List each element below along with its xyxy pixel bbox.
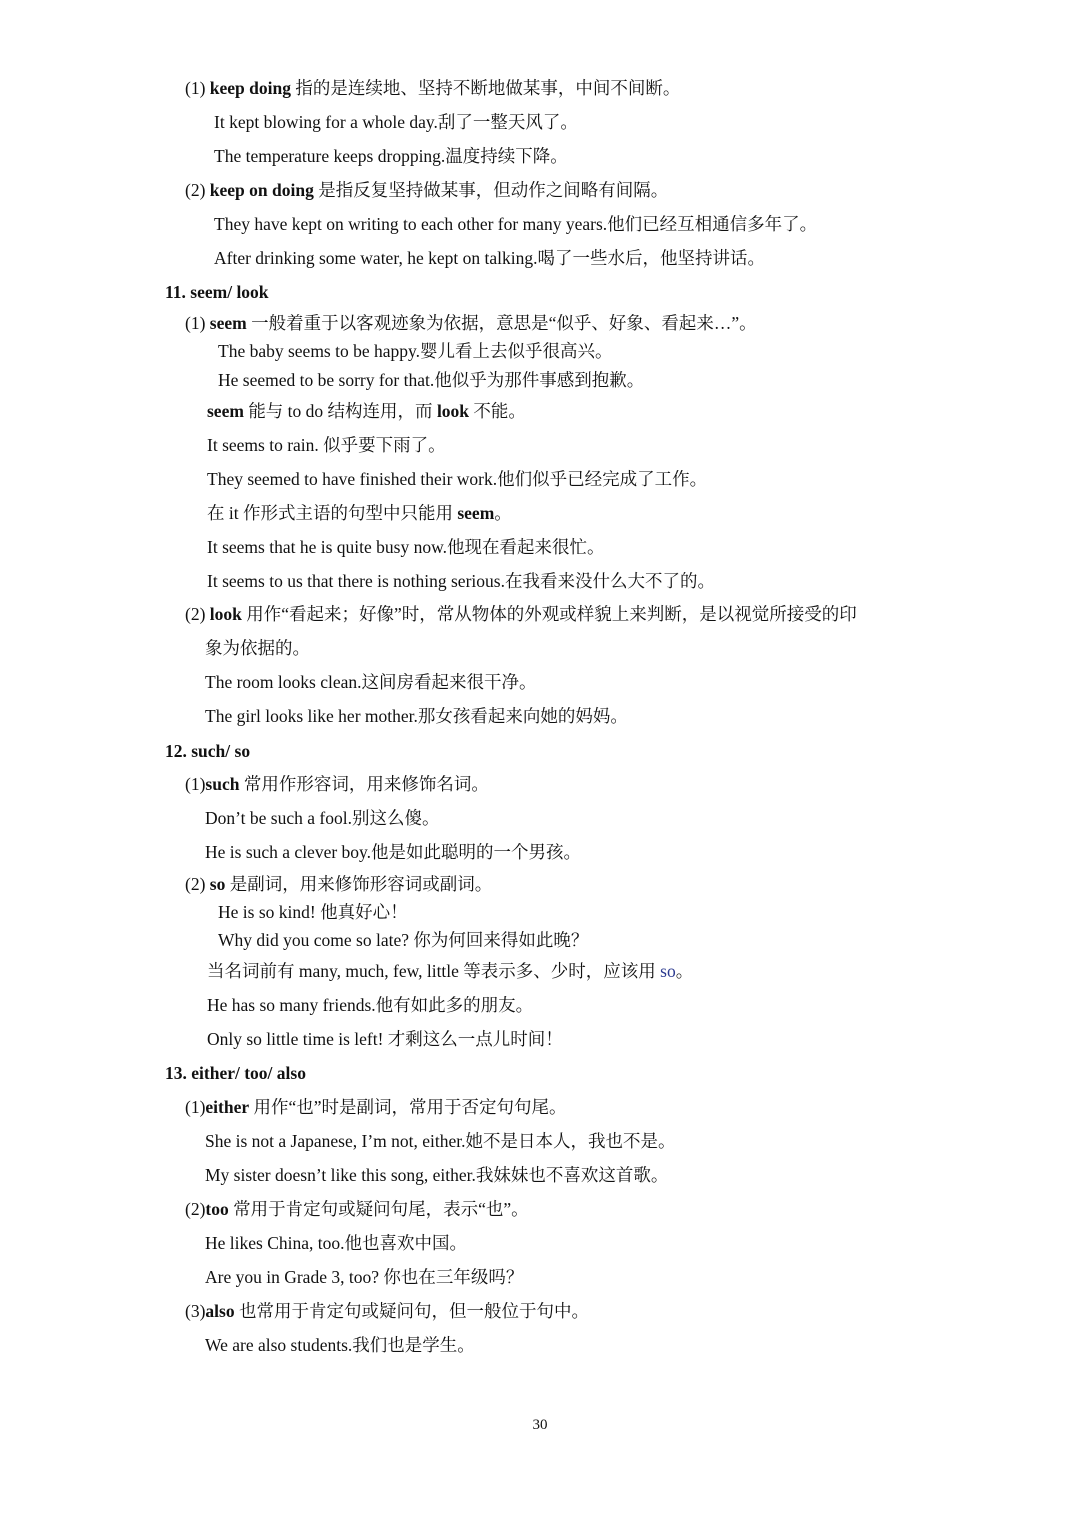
bold-term: such [205, 774, 240, 794]
text-run: He likes China, too.他也喜欢中国。 [205, 1233, 467, 1253]
text-run: (2) [185, 180, 210, 200]
text-line [207, 434, 446, 456]
bold-term: either [205, 1097, 250, 1117]
page-number: 30 [532, 1417, 548, 1433]
text-run: The room looks clean.这间房看起来很干净。 [205, 672, 537, 692]
text-run: He is so kind! 他真好心！ [218, 902, 408, 922]
text-line [207, 994, 533, 1016]
text-line [205, 1232, 467, 1254]
text-run: My sister doesn’t like this song, either.我妹妹也不喜欢这首歌。 [205, 1165, 669, 1185]
text-run: It kept blowing for a whole day.刮了一整天风了。 [214, 112, 578, 132]
bold-term: look [209, 604, 242, 624]
text-run: (1) [185, 313, 210, 333]
text-run: It seems to rain. 似乎要下雨了。 [207, 435, 446, 455]
text-line [207, 1028, 563, 1050]
text-run: 常用作形容词，用来修饰名词。 [239, 774, 489, 794]
text-run: 象为依据的。 [205, 638, 310, 658]
bold-term: also [205, 1301, 235, 1321]
highlight-term: so [660, 961, 676, 981]
text-run: After drinking some water, he kept on talking.喝了一些水后，他坚持讲话。 [214, 248, 765, 268]
text-run: They have kept on writing to each other for many years.他们已经互相通信多年了。 [214, 214, 818, 234]
bold-term: seem [457, 503, 495, 523]
section-heading [165, 281, 269, 303]
text-run: Only so little time is left! 才剩这么一点儿时间！ [207, 1029, 563, 1049]
section-heading [165, 1062, 306, 1084]
text-run: It seems to us that there is nothing serious.在我看来没什么大不了的。 [207, 571, 715, 591]
text-line [205, 637, 310, 659]
text-run: Are you in Grade 3, too? 你也在三年级吗？ [205, 1267, 524, 1287]
text-run: 不能。 [469, 401, 526, 421]
text-line [207, 536, 604, 558]
text-line [214, 145, 568, 167]
text-run: (2) [185, 604, 210, 624]
text-run: She is not a Japanese, I’m not, either.她不是日本人，我也不是。 [205, 1131, 676, 1151]
text-run: The temperature keeps dropping.温度持续下降。 [214, 146, 568, 166]
text-run: He seemed to be sorry for that.他似乎为那件事感到抱歉。 [218, 370, 645, 390]
text-line [185, 773, 489, 795]
bold-term: 12. such/ so [165, 741, 251, 761]
text-line [214, 247, 765, 269]
text-run: 能与 to do 结构连用，而 [243, 401, 437, 421]
text-line [218, 369, 644, 391]
text-run: 。 [494, 503, 512, 523]
bold-term: keep doing [209, 78, 291, 98]
text-line [205, 1130, 676, 1152]
bold-term: keep on doing [209, 180, 314, 200]
text-line [218, 901, 408, 923]
text-line [214, 213, 817, 235]
bold-term: seem [207, 401, 244, 421]
text-run: 是副词，用来修饰形容词或副词。 [225, 874, 493, 894]
bold-term: too [205, 1199, 229, 1219]
text-run: (1) [185, 774, 206, 794]
text-line [185, 1300, 589, 1322]
text-line [207, 570, 715, 592]
text-run: The girl looks like her mother.那女孩看起来向她的妈妈。 [205, 706, 628, 726]
text-run: 在 it 作形式主语的句型中只能用 [207, 503, 458, 523]
text-line [207, 960, 693, 982]
text-run: He is such a clever boy.他是如此聪明的一个男孩。 [205, 842, 582, 862]
text-line [218, 340, 613, 362]
section-heading [165, 740, 250, 762]
text-run: Why did you come so late? 你为何回来得如此晚？ [218, 930, 589, 950]
text-run: 。 [675, 961, 694, 981]
text-line [207, 468, 707, 490]
text-run: (2) [185, 874, 210, 894]
text-line [185, 77, 680, 99]
text-run: 一般着重于以客观迹象为依据，意思是“似乎、好象、看起来…”。 [246, 313, 757, 333]
bold-term: 11. seem/ look [165, 282, 269, 302]
text-line [205, 1164, 668, 1186]
text-run: He has so many friends.他有如此多的朋友。 [207, 995, 534, 1015]
text-line [185, 603, 857, 625]
text-line [205, 1334, 475, 1356]
bold-term: look [436, 401, 470, 421]
bold-term: so [209, 874, 226, 894]
text-line [185, 1096, 567, 1118]
text-run: The baby seems to be happy.婴儿看上去似乎很高兴。 [218, 341, 613, 361]
text-run: (2) [185, 1199, 206, 1219]
text-run: They seemed to have finished their work.他们似乎已经完成了工作。 [207, 469, 708, 489]
text-run: (1) [185, 1097, 206, 1117]
text-line [205, 1266, 523, 1288]
text-line [214, 111, 578, 133]
text-line [205, 841, 581, 863]
text-line [185, 1198, 529, 1220]
text-run: 也常用于肯定句或疑问句，但一般位于句中。 [234, 1301, 589, 1321]
text-run: 当名词前有 many, much, few, little 等表示多、少时，应该用 [207, 961, 661, 981]
text-run: 指的是连续地、坚持不断地做某事，中间不间断。 [290, 78, 681, 98]
text-line [218, 929, 588, 951]
text-run: Don’t be such a fool.别这么傻。 [205, 808, 440, 828]
text-run: 用作“也”时是副词，常用于否定句句尾。 [249, 1097, 567, 1117]
bold-term: 13. either/ too/ also [165, 1063, 306, 1083]
text-line [185, 873, 492, 895]
text-line [205, 671, 536, 693]
text-line [185, 312, 757, 334]
bold-term: seem [209, 313, 247, 333]
text-run: 是指反复坚持做某事，但动作之间略有间隔。 [313, 180, 669, 200]
text-line [205, 705, 628, 727]
text-line [185, 179, 668, 201]
text-line [207, 502, 512, 524]
text-run: (3) [185, 1301, 206, 1321]
text-line [205, 807, 439, 829]
text-run: 用作“看起来；好像”时，常从物体的外观或样貌上来判断，是以视觉所接受的印 [241, 604, 857, 624]
text-line [207, 400, 526, 422]
text-run: (1) [185, 78, 210, 98]
text-run: It seems that he is quite busy now.他现在看起来很忙。 [207, 537, 605, 557]
text-run: We are also students.我们也是学生。 [205, 1335, 475, 1355]
text-run: 常用于肯定句或疑问句尾，表示“也”。 [228, 1199, 529, 1219]
